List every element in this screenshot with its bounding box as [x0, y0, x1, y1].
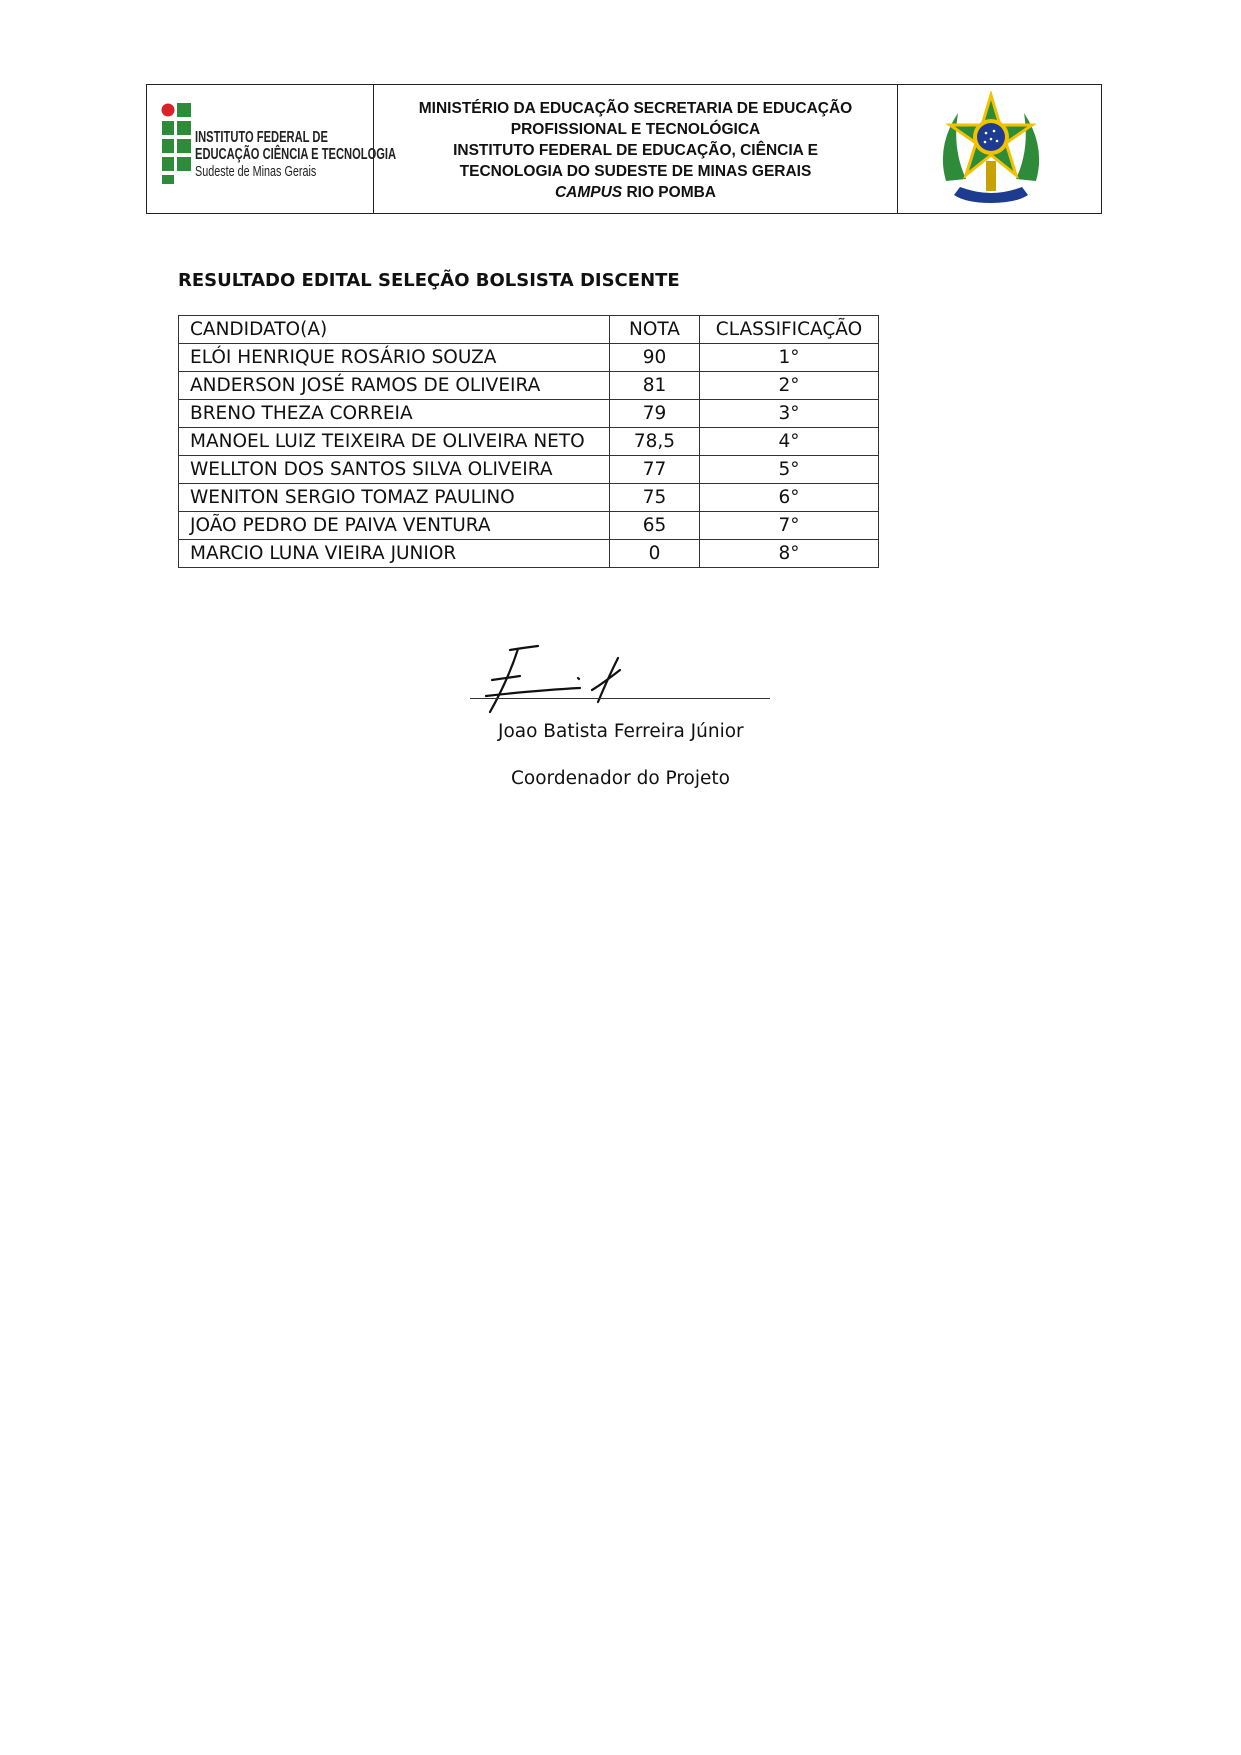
table-row: [179, 456, 879, 484]
candidate-classification: 1°: [700, 344, 879, 372]
document-title: RESULTADO EDITAL SELEÇÃO BOLSISTA DISCENTE: [178, 270, 680, 291]
candidate-name: MANOEL LUIZ TEIXEIRA DE OLIVEIRA NETO: [179, 428, 610, 456]
candidate-classification: 5°: [700, 456, 879, 484]
title-line-4: TECNOLOGIA DO SUDESTE DE MINAS GERAIS: [459, 162, 812, 180]
campus-line: [555, 182, 716, 203]
table-row: [179, 484, 879, 512]
brazil-coat-of-arms-icon: [936, 91, 1046, 207]
ministry-title: [374, 85, 898, 213]
table-row: [179, 512, 879, 540]
handwritten-signature-icon: [470, 640, 780, 720]
results-table: [178, 315, 879, 568]
title-line-3: INSTITUTO FEDERAL DE EDUCAÇÃO, CIÊNCIA E: [453, 141, 818, 159]
candidate-nota: 65: [610, 512, 700, 540]
seal-cell: [898, 85, 1101, 213]
candidate-nota: 77: [610, 456, 700, 484]
table-row: [179, 540, 879, 568]
table-row: [179, 400, 879, 428]
document-header: [146, 84, 1102, 214]
candidate-nota: 78,5: [610, 428, 700, 456]
candidate-nota: 81: [610, 372, 700, 400]
table-row: [179, 428, 879, 456]
campus-name: RIO POMBA: [622, 183, 717, 201]
header-candidate: CANDIDATO(A): [179, 316, 610, 344]
if-logo-icon: [161, 101, 193, 185]
logo-line-2: EDUCAÇÃO CIÊNCIA E TECNOLOGIA: [195, 146, 397, 163]
candidate-name: WENITON SERGIO TOMAZ PAULINO: [179, 484, 610, 512]
candidate-name: JOÃO PEDRO DE PAIVA VENTURA: [179, 512, 610, 540]
candidate-name: ANDERSON JOSÉ RAMOS DE OLIVEIRA: [179, 372, 610, 400]
institute-logo-cell: [147, 85, 397, 213]
candidate-classification: 4°: [700, 428, 879, 456]
campus-label: CAMPUS: [554, 183, 623, 201]
candidate-name: MARCIO LUNA VIEIRA JUNIOR: [179, 540, 610, 568]
table-row: [179, 344, 879, 372]
logo-line-3: Sudeste de Minas Gerais: [195, 163, 317, 180]
candidate-name: WELLTON DOS SANTOS SILVA OLIVEIRA: [179, 456, 610, 484]
signer-role: Coordenador do Projeto: [511, 768, 730, 789]
header-classification: CLASSIFICAÇÃO: [700, 316, 879, 344]
signature-area: [470, 640, 780, 720]
signer-name: Joao Batista Ferreira Júnior: [498, 721, 744, 742]
candidate-classification: 7°: [700, 512, 879, 540]
title-line-1: MINISTÉRIO DA EDUCAÇÃO SECRETARIA DE EDUCAÇÃO: [418, 99, 853, 117]
title-line-2: PROFISSIONAL E TECNOLÓGICA: [510, 120, 761, 138]
candidate-classification: 3°: [700, 400, 879, 428]
candidate-classification: 8°: [700, 540, 879, 568]
institute-logo-text: [195, 129, 396, 180]
candidate-nota: 0: [610, 540, 700, 568]
candidate-name: ELÓI HENRIQUE ROSÁRIO SOUZA: [179, 344, 610, 372]
signature-line: [470, 698, 770, 699]
candidate-nota: 75: [610, 484, 700, 512]
candidate-nota: 90: [610, 344, 700, 372]
candidate-name: BRENO THEZA CORREIA: [179, 400, 610, 428]
header-nota: NOTA: [610, 316, 700, 344]
table-row: [179, 372, 879, 400]
table-header-row: [179, 316, 879, 344]
candidate-classification: 6°: [700, 484, 879, 512]
candidate-nota: 79: [610, 400, 700, 428]
logo-line-1: INSTITUTO FEDERAL DE: [195, 129, 328, 146]
candidate-classification: 2°: [700, 372, 879, 400]
